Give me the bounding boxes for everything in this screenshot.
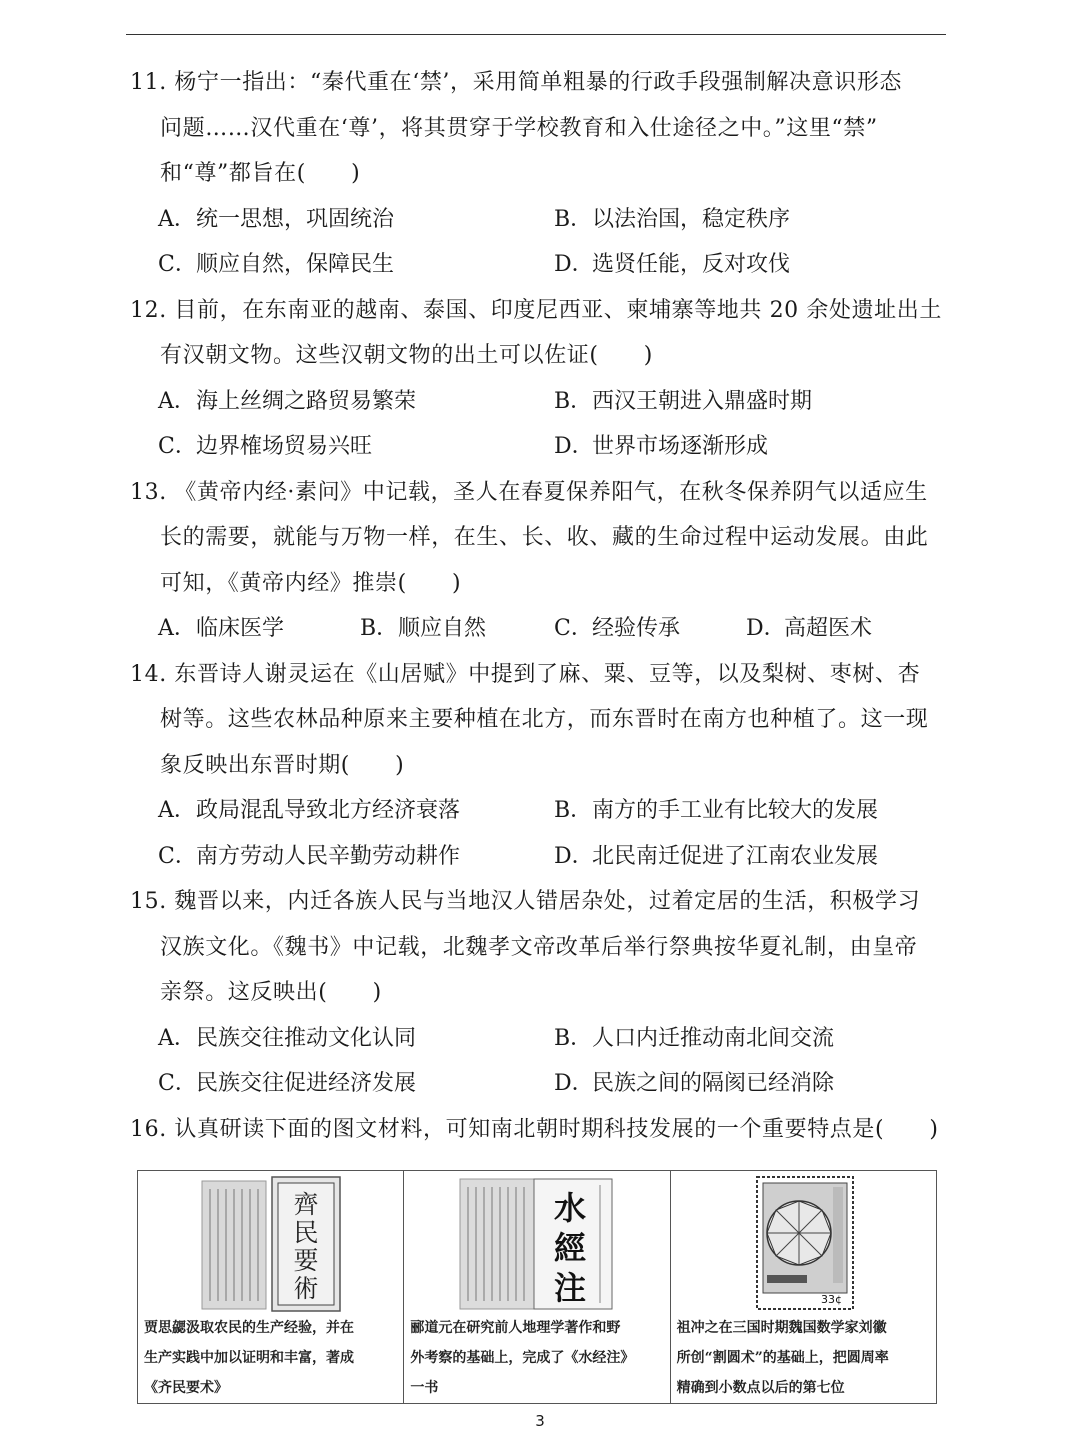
option-d[interactable]: D．北民南迁促进了江南农业发展 [554, 843, 879, 869]
question-stem-line [130, 470, 960, 516]
question-16 [130, 1107, 960, 1153]
question-stem-line: 象反映出东晋时期( ) [160, 752, 405, 778]
question-13 [130, 470, 960, 652]
option-c[interactable]: C．边界榷场贸易兴旺 [158, 434, 373, 459]
option-c[interactable]: C．民族交往促进经济发展 [158, 1071, 417, 1096]
question-text: 杨宁一指出：“秦代重在‘禁’，采用简单粗暴的行政手段强制解决意识形态 [174, 70, 903, 95]
option-b[interactable]: B．南方的手工业有比较大的发展 [554, 798, 879, 823]
option-a[interactable]: A．海上丝绸之路贸易繁荣 [158, 388, 417, 414]
question-number: 11. [130, 70, 167, 95]
book-title-char: 注 [554, 1269, 587, 1307]
book-title-char: 水 [554, 1189, 587, 1227]
figure-panel-qimin-yaoshu [138, 1171, 404, 1403]
question-stem-line [130, 288, 960, 334]
book-image-qimin-yaoshu [138, 1171, 403, 1313]
question-stem-line: 树等。这些农林品种原来主要种植在北方，而东晋时在南方也种植了。这一现 [160, 707, 929, 732]
question-12 [130, 288, 960, 470]
question-stem-line [130, 60, 960, 106]
figure-panel-zu-chongzhi [671, 1171, 936, 1403]
question-number: 14. [130, 661, 167, 687]
question-stem-line: 和“尊”都旨在( ) [160, 161, 361, 186]
question-14 [130, 652, 960, 880]
question-stem-line [130, 879, 960, 925]
header-rule [126, 34, 946, 35]
stamp-image-zu-chongzhi [671, 1171, 936, 1313]
book-title-char: 要 [293, 1246, 319, 1275]
question-11 [130, 60, 960, 288]
option-a[interactable]: A．民族交往推动文化认同 [158, 1025, 417, 1051]
option-d[interactable]: D．世界市场逐渐形成 [554, 434, 769, 459]
question-area [130, 60, 960, 1152]
book-image-shui-jing-zhu [404, 1171, 669, 1313]
option-b[interactable]: B．以法治国，稳定秩序 [554, 206, 791, 232]
figure-panel-shui-jing-zhu [404, 1171, 670, 1403]
option-c[interactable]: C．顺应自然，保障民生 [158, 252, 395, 277]
option-row [130, 1016, 960, 1062]
stamp-value: 33¢ [820, 1293, 842, 1306]
question-stem-line: 可知，《黄帝内经》推崇( ) [160, 570, 462, 596]
question-number: 12. [130, 297, 167, 323]
option-b[interactable]: B．西汉王朝进入鼎盛时期 [554, 388, 813, 414]
option-row [130, 424, 960, 470]
question-text: 东晋诗人谢灵运在《山居赋》中提到了麻、粟、豆等，以及梨树、枣树、杏 [174, 661, 921, 687]
option-c[interactable]: C．南方劳动人民辛勤劳动耕作 [158, 843, 461, 869]
option-row [130, 788, 960, 834]
book-title-char: 經 [554, 1229, 587, 1267]
book-title-char: 齊 [293, 1190, 319, 1219]
option-a[interactable]: A．统一思想，巩固统治 [158, 206, 395, 232]
option-row [130, 834, 960, 880]
question-text: 魏晋以来，内迁各族人民与当地汉人错居杂处，过着定居的生活，积极学习 [174, 889, 921, 914]
option-row [130, 379, 960, 425]
book-title-char: 民 [293, 1218, 319, 1247]
option-d[interactable]: D．高超医术 [746, 616, 873, 641]
option-row [130, 242, 960, 288]
option-a[interactable]: A．临床医学 [158, 616, 285, 641]
option-d[interactable]: D．选贤任能，反对攻伐 [554, 252, 791, 277]
option-c[interactable]: C．经验传承 [554, 616, 681, 641]
panel-caption: 贾思勰汲取农民的生产经验，并在 生产实践中加以证明和丰富，著成 《齐民要术》 [144, 1320, 354, 1396]
book-title-char: 術 [293, 1274, 319, 1303]
question-number: 16. [130, 1116, 167, 1142]
question-text: 目前，在东南亚的越南、泰国、印度尼西亚、柬埔寨等地共 20 余处遗址出土 [174, 297, 942, 323]
option-a[interactable]: A．政局混乱导致北方经济衰落 [158, 798, 461, 823]
question-stem-line: 长的需要，就能与万物一样，在生、长、收、藏的生命过程中运动发展。由此 [160, 525, 929, 550]
question-stem-line [130, 1107, 960, 1153]
question-stem-line: 汉族文化。《魏书》中记载，北魏孝文帝改革后举行祭典按华夏礼制，由皇帝 [160, 934, 918, 960]
question-stem-line: 亲祭。这反映出( ) [160, 980, 382, 1005]
question-number: 15. [130, 889, 167, 914]
question-text: 《黄帝内经·素问》中记载，圣人在春夏保养阳气，在秋冬保养阴气以适应生 [174, 479, 928, 505]
question-15 [130, 879, 960, 1107]
panel-caption: 祖冲之在三国时期魏国数学家刘徽 所创“割圆术”的基础上，把圆周率 精确到小数点以后的第七位 [676, 1320, 889, 1396]
option-d[interactable]: D．民族之间的隔阂已经消除 [554, 1071, 835, 1096]
material-figure [137, 1170, 937, 1404]
page-number: 3 [535, 1412, 545, 1430]
question-stem-line: 问题……汉代重在‘尊’，将其贯穿于学校教育和入仕途径之中。”这里“禁” [160, 115, 878, 141]
option-row [130, 197, 960, 243]
option-b[interactable]: B．顺应自然 [360, 616, 487, 641]
question-stem-line: 有汉朝文物。这些汉朝文物的出土可以佐证( ) [160, 343, 653, 368]
question-number: 13. [130, 479, 167, 505]
panel-caption: 郦道元在研究前人地理学著作和野 外考察的基础上，完成了《水经注》 一书 [410, 1320, 635, 1396]
question-text: 认真研读下面的图文材料，可知南北朝时期科技发展的一个重要特点是( ) [174, 1116, 939, 1142]
option-row [130, 606, 960, 652]
option-row [130, 1061, 960, 1107]
option-b[interactable]: B．人口内迁推动南北间交流 [554, 1025, 835, 1051]
question-stem-line [130, 652, 960, 698]
